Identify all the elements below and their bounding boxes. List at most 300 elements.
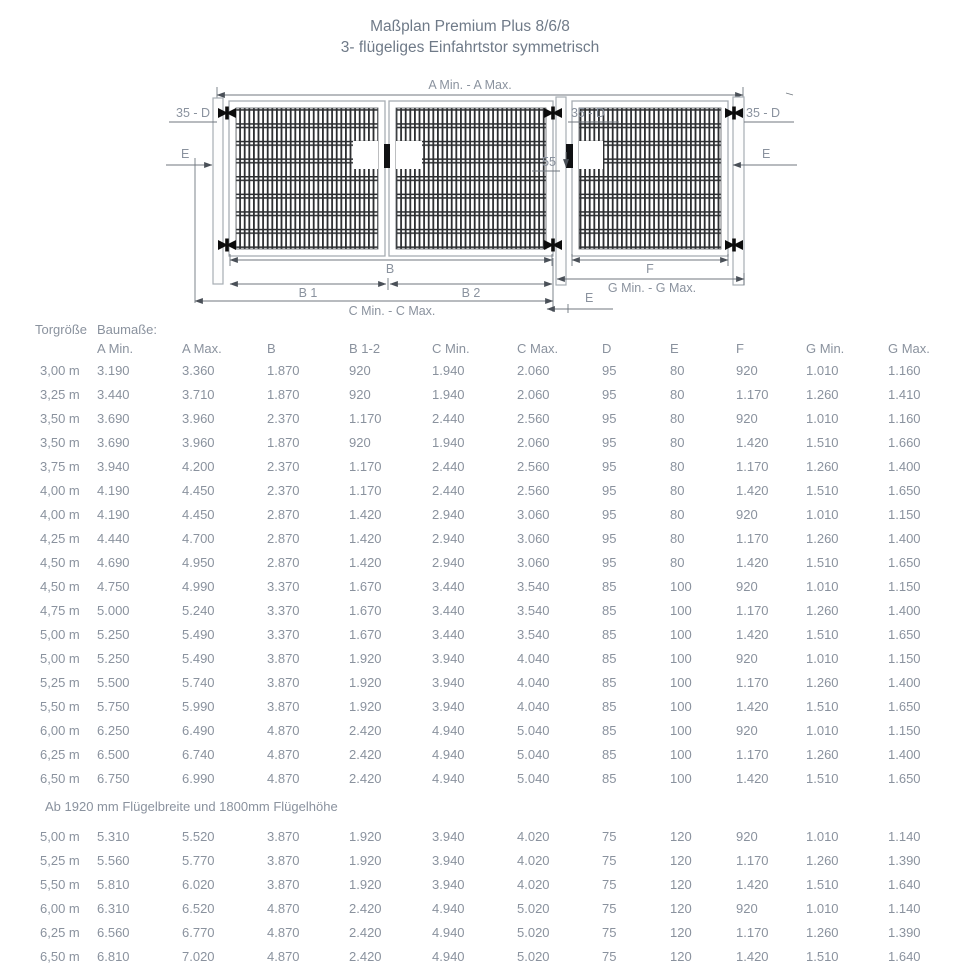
table-row bbox=[0, 767, 960, 791]
column-header-g-max: G Max. bbox=[888, 341, 930, 356]
table-cell: 6,50 m bbox=[40, 771, 80, 786]
table-cell: 1.170 bbox=[736, 853, 769, 868]
table-cell: 5.240 bbox=[182, 603, 215, 618]
table-cell: 3.870 bbox=[267, 699, 300, 714]
table-cell: 100 bbox=[670, 747, 692, 762]
table-cell: 85 bbox=[602, 723, 617, 738]
table-row bbox=[0, 479, 960, 503]
table-cell: 95 bbox=[602, 387, 617, 402]
table-cell: 3.370 bbox=[267, 579, 300, 594]
table-cell: 1.260 bbox=[806, 603, 839, 618]
table-cell: 4.450 bbox=[182, 507, 215, 522]
table-cell: 1.920 bbox=[349, 853, 382, 868]
dimension-table bbox=[0, 319, 960, 969]
table-cell: 3.940 bbox=[432, 853, 465, 868]
table-cell: 3.190 bbox=[97, 363, 130, 378]
table-cell: 80 bbox=[670, 459, 685, 474]
column-header-empty bbox=[40, 340, 97, 359]
table-cell: 1.150 bbox=[888, 651, 921, 666]
table-cell: 1.420 bbox=[349, 555, 382, 570]
table-cell: 920 bbox=[736, 829, 758, 844]
dimension-a bbox=[217, 78, 793, 103]
table-cell: 2.440 bbox=[432, 459, 465, 474]
table-cell: 1.940 bbox=[432, 387, 465, 402]
table-cell: 5,50 m bbox=[40, 877, 80, 892]
dim-label-f: F bbox=[646, 262, 654, 276]
table-header-groups bbox=[0, 319, 960, 340]
table-cell: 3.940 bbox=[97, 459, 130, 474]
table-cell: 2.440 bbox=[432, 411, 465, 426]
table-cell: 1.260 bbox=[806, 387, 839, 402]
table-cell: 1.420 bbox=[736, 699, 769, 714]
table-cell: 4.870 bbox=[267, 901, 300, 916]
table-cell: 100 bbox=[670, 603, 692, 618]
table-cell: 80 bbox=[670, 363, 685, 378]
table-cell: 6.250 bbox=[97, 723, 130, 738]
table-cell: 1.390 bbox=[888, 925, 921, 940]
table-cell: 3.540 bbox=[517, 627, 550, 642]
table-cell: 6,00 m bbox=[40, 723, 80, 738]
table-cell: 5.250 bbox=[97, 651, 130, 666]
dim-label-e-left: E bbox=[181, 147, 190, 161]
table-cell: 6.990 bbox=[182, 771, 215, 786]
table-cell: 4.940 bbox=[432, 747, 465, 762]
table-cell: 2.870 bbox=[267, 531, 300, 546]
table-cell: 2.870 bbox=[267, 507, 300, 522]
table-cell: 6.770 bbox=[182, 925, 215, 940]
table-cell: 920 bbox=[736, 507, 758, 522]
table-cell: 75 bbox=[602, 925, 617, 940]
table-cell: 5.040 bbox=[517, 747, 550, 762]
table-cell: 4.190 bbox=[97, 507, 130, 522]
table-cell: 2.420 bbox=[349, 723, 382, 738]
table-cell: 5.490 bbox=[182, 627, 215, 642]
table-row bbox=[0, 873, 960, 897]
table-row bbox=[0, 359, 960, 383]
table-cell: 4.940 bbox=[432, 771, 465, 786]
table-cell: 1.150 bbox=[888, 579, 921, 594]
table-cell: 95 bbox=[602, 411, 617, 426]
table-cell: 1.420 bbox=[736, 877, 769, 892]
table-cell: 75 bbox=[602, 829, 617, 844]
table-cell: 85 bbox=[602, 579, 617, 594]
table-cell: 80 bbox=[670, 435, 685, 450]
table-cell: 1.160 bbox=[888, 363, 921, 378]
dim-label-35d-mid: 35 - D bbox=[571, 106, 606, 120]
table-row bbox=[0, 551, 960, 575]
table-cell: 1.170 bbox=[736, 675, 769, 690]
table-cell: 1.420 bbox=[736, 435, 769, 450]
table-cell: 4.940 bbox=[432, 901, 465, 916]
table-cell: 3.440 bbox=[432, 603, 465, 618]
dim-label-g: G Min. - G Max. bbox=[607, 281, 697, 295]
table-cell: 3.370 bbox=[267, 627, 300, 642]
table-cell: 5.020 bbox=[517, 925, 550, 940]
column-header-a-max: A Max. bbox=[182, 341, 222, 356]
table-cell: 85 bbox=[602, 675, 617, 690]
table-cell: 1.010 bbox=[806, 411, 839, 426]
table-cell: 3.690 bbox=[97, 435, 130, 450]
table-row bbox=[0, 431, 960, 455]
table-cell: 1.170 bbox=[736, 459, 769, 474]
table-cell: 80 bbox=[670, 531, 685, 546]
table-cell: 3,25 m bbox=[40, 387, 80, 402]
table-cell: 6.740 bbox=[182, 747, 215, 762]
table-cell: 4.040 bbox=[517, 651, 550, 666]
table-cell: 920 bbox=[736, 901, 758, 916]
table-cell: 4.450 bbox=[182, 483, 215, 498]
table-cell: 4,50 m bbox=[40, 579, 80, 594]
table-cell: 5.000 bbox=[97, 603, 130, 618]
table-cell: 4.950 bbox=[182, 555, 215, 570]
dim-label-e-right: E bbox=[762, 147, 771, 161]
table-cell: 4.750 bbox=[97, 579, 130, 594]
table-cell: 80 bbox=[670, 507, 685, 522]
table-cell: 3.960 bbox=[182, 435, 215, 450]
dimension-e-left bbox=[166, 147, 212, 303]
table-cell: 6,25 m bbox=[40, 925, 80, 940]
section-heading: Ab 1920 mm Flügelbreite und 1800mm Flügelhöhe bbox=[45, 799, 338, 814]
table-cell: 5.020 bbox=[517, 949, 550, 964]
table-cell: 1.010 bbox=[806, 901, 839, 916]
gate-diagram bbox=[0, 0, 960, 318]
table-cell: 1.010 bbox=[806, 579, 839, 594]
dimension-c bbox=[195, 258, 553, 318]
table-cell: 80 bbox=[670, 483, 685, 498]
table-cell: 85 bbox=[602, 651, 617, 666]
table-cell: 3.870 bbox=[267, 651, 300, 666]
table-cell: 120 bbox=[670, 901, 692, 916]
column-header-b1-2: B 1-2 bbox=[349, 341, 381, 356]
table-cell: 1.920 bbox=[349, 699, 382, 714]
table-cell: 1.400 bbox=[888, 603, 921, 618]
table-cell: 1.640 bbox=[888, 949, 921, 964]
table-cell: 4.870 bbox=[267, 925, 300, 940]
table-cell: 1.640 bbox=[888, 877, 921, 892]
table-cell: 2.060 bbox=[517, 435, 550, 450]
table-cell: 3.710 bbox=[182, 387, 215, 402]
table-cell: 1.420 bbox=[736, 771, 769, 786]
table-cell: 4.020 bbox=[517, 829, 550, 844]
table-row bbox=[0, 921, 960, 945]
table-cell: 1.650 bbox=[888, 699, 921, 714]
table-cell: 100 bbox=[670, 723, 692, 738]
table-cell: 4,50 m bbox=[40, 555, 80, 570]
table-cell: 2.420 bbox=[349, 901, 382, 916]
column-header-c-max: C Max. bbox=[517, 341, 559, 356]
table-cell: 920 bbox=[736, 723, 758, 738]
table-cell: 100 bbox=[670, 675, 692, 690]
dim-label-b: B bbox=[385, 262, 395, 276]
table-cell: 3.940 bbox=[432, 651, 465, 666]
table-cell: 95 bbox=[602, 507, 617, 522]
table-cell: 5.490 bbox=[182, 651, 215, 666]
table-cell: 120 bbox=[670, 877, 692, 892]
table-cell: 6,25 m bbox=[40, 747, 80, 762]
table-cell: 1.650 bbox=[888, 627, 921, 642]
table-cell: 80 bbox=[670, 555, 685, 570]
table-cell: 1.650 bbox=[888, 483, 921, 498]
table-cell: 1.170 bbox=[349, 459, 382, 474]
table-row bbox=[0, 897, 960, 921]
table-row bbox=[0, 647, 960, 671]
table-cell: 2.940 bbox=[432, 531, 465, 546]
table-cell: 1.510 bbox=[806, 699, 839, 714]
table-cell: 3.440 bbox=[432, 579, 465, 594]
table-cell: 75 bbox=[602, 853, 617, 868]
table-cell: 5,25 m bbox=[40, 853, 80, 868]
table-cell: 85 bbox=[602, 699, 617, 714]
table-cell: 6,00 m bbox=[40, 901, 80, 916]
table-cell: 1.400 bbox=[888, 531, 921, 546]
table-cell: 5.040 bbox=[517, 723, 550, 738]
table-cell: 1.170 bbox=[736, 603, 769, 618]
table-cell: 100 bbox=[670, 579, 692, 594]
center-lock-bar bbox=[384, 144, 390, 168]
table-cell: 3.940 bbox=[432, 675, 465, 690]
table-cell: 85 bbox=[602, 627, 617, 642]
table-cell: 5,25 m bbox=[40, 675, 80, 690]
table-cell: 6.490 bbox=[182, 723, 215, 738]
table-cell: 4.870 bbox=[267, 747, 300, 762]
right-post bbox=[733, 97, 744, 285]
table-row bbox=[0, 407, 960, 431]
table-body bbox=[0, 359, 960, 969]
table-cell: 1.400 bbox=[888, 675, 921, 690]
table-row bbox=[0, 623, 960, 647]
table-header-row bbox=[0, 340, 960, 359]
table-cell: 1.400 bbox=[888, 747, 921, 762]
table-cell: 3.370 bbox=[267, 603, 300, 618]
table-cell: 920 bbox=[736, 363, 758, 378]
table-cell: 5.770 bbox=[182, 853, 215, 868]
dimension-f bbox=[572, 254, 728, 276]
table-cell: 6,50 m bbox=[40, 949, 80, 964]
column-header-a-min: A Min. bbox=[97, 341, 134, 356]
table-cell: 5.040 bbox=[517, 771, 550, 786]
table-cell: 920 bbox=[349, 435, 371, 450]
table-cell: 4.990 bbox=[182, 579, 215, 594]
table-cell: 6.520 bbox=[182, 901, 215, 916]
table-cell: 3.690 bbox=[97, 411, 130, 426]
table-cell: 5.020 bbox=[517, 901, 550, 916]
table-cell: 1.410 bbox=[888, 387, 921, 402]
side-wing-lock-bar bbox=[566, 144, 573, 168]
table-cell: 2.420 bbox=[349, 747, 382, 762]
table-cell: 2.560 bbox=[517, 411, 550, 426]
dim-label-c: C Min. - C Max. bbox=[348, 304, 436, 318]
table-cell: 2.560 bbox=[517, 459, 550, 474]
table-cell: 1.510 bbox=[806, 483, 839, 498]
table-cell: 6.750 bbox=[97, 771, 130, 786]
table-cell: 1.650 bbox=[888, 771, 921, 786]
table-cell: 3,00 m bbox=[40, 363, 80, 378]
table-cell: 3.940 bbox=[432, 877, 465, 892]
table-cell: 80 bbox=[670, 387, 685, 402]
table-cell: 920 bbox=[736, 411, 758, 426]
table-cell: 1.420 bbox=[349, 531, 382, 546]
table-cell: 1.670 bbox=[349, 579, 382, 594]
table-cell: 1.170 bbox=[349, 483, 382, 498]
table-cell: 1.510 bbox=[806, 435, 839, 450]
table-cell: 95 bbox=[602, 555, 617, 570]
table-cell: 1.920 bbox=[349, 651, 382, 666]
dim-label-35d-left: 35 - D bbox=[176, 106, 211, 120]
table-cell: 5.500 bbox=[97, 675, 130, 690]
table-cell: 3.440 bbox=[432, 627, 465, 642]
table-cell: 1.150 bbox=[888, 507, 921, 522]
table-cell: 1.260 bbox=[806, 531, 839, 546]
column-header-g-min: G Min. bbox=[806, 341, 845, 356]
table-cell: 4.940 bbox=[432, 723, 465, 738]
table-cell: 1.870 bbox=[267, 387, 300, 402]
table-row bbox=[0, 719, 960, 743]
column-header-e: E bbox=[670, 341, 679, 356]
table-cell: 1.260 bbox=[806, 675, 839, 690]
table-cell: 3,75 m bbox=[40, 459, 80, 474]
table-cell: 120 bbox=[670, 925, 692, 940]
table-cell: 1.940 bbox=[432, 435, 465, 450]
dim-label-35d-right: 35 - D bbox=[746, 106, 781, 120]
table-row bbox=[0, 455, 960, 479]
table-cell: 1.140 bbox=[888, 829, 921, 844]
table-cell: 3.870 bbox=[267, 853, 300, 868]
table-row bbox=[0, 599, 960, 623]
table-row bbox=[0, 383, 960, 407]
table-cell: 4,25 m bbox=[40, 531, 80, 546]
table-cell: 1.940 bbox=[432, 363, 465, 378]
table-cell: 1.260 bbox=[806, 459, 839, 474]
table-cell: 120 bbox=[670, 949, 692, 964]
table-cell: 3.870 bbox=[267, 829, 300, 844]
table-cell: 2.420 bbox=[349, 949, 382, 964]
table-cell: 3.940 bbox=[432, 829, 465, 844]
table-row bbox=[0, 945, 960, 969]
table-cell: 7.020 bbox=[182, 949, 215, 964]
table-cell: 1.140 bbox=[888, 901, 921, 916]
table-cell: 4.190 bbox=[97, 483, 130, 498]
table-cell: 85 bbox=[602, 771, 617, 786]
table-row bbox=[0, 825, 960, 849]
table-cell: 920 bbox=[736, 651, 758, 666]
table-cell: 1.670 bbox=[349, 627, 382, 642]
table-cell: 4.020 bbox=[517, 853, 550, 868]
table-cell: 80 bbox=[670, 411, 685, 426]
table-cell: 3,50 m bbox=[40, 435, 80, 450]
table-cell: 5.990 bbox=[182, 699, 215, 714]
table-cell: 1.510 bbox=[806, 555, 839, 570]
dimension-b bbox=[230, 254, 552, 276]
table-cell: 6.020 bbox=[182, 877, 215, 892]
table-cell: 1.420 bbox=[349, 507, 382, 522]
dimension-b1-b2 bbox=[230, 278, 552, 300]
table-cell: 100 bbox=[670, 699, 692, 714]
table-cell: 2.060 bbox=[517, 363, 550, 378]
table-row bbox=[0, 743, 960, 767]
table-cell: 100 bbox=[670, 771, 692, 786]
dimension-e-bottom bbox=[547, 291, 613, 313]
table-cell: 2.060 bbox=[517, 387, 550, 402]
table-cell: 5,00 m bbox=[40, 651, 80, 666]
table-cell: 3.870 bbox=[267, 877, 300, 892]
left-post bbox=[213, 98, 223, 284]
table-cell: 920 bbox=[349, 387, 371, 402]
table-cell: 75 bbox=[602, 901, 617, 916]
table-cell: 6.310 bbox=[97, 901, 130, 916]
dimension-35d-right bbox=[744, 106, 794, 122]
table-cell: 1.260 bbox=[806, 853, 839, 868]
table-cell: 1.510 bbox=[806, 877, 839, 892]
table-cell: 1.010 bbox=[806, 829, 839, 844]
table-cell: 4.040 bbox=[517, 675, 550, 690]
dim-label-55: 55 bbox=[542, 155, 556, 169]
column-header-b: B bbox=[267, 341, 276, 356]
side-wing-leaf bbox=[572, 101, 728, 256]
table-cell: 3.360 bbox=[182, 363, 215, 378]
table-cell: 4,00 m bbox=[40, 483, 80, 498]
table-cell: 1.920 bbox=[349, 675, 382, 690]
gate-leaf-2 bbox=[389, 101, 553, 256]
table-cell: 920 bbox=[736, 579, 758, 594]
table-row bbox=[0, 527, 960, 551]
table-cell: 4.690 bbox=[97, 555, 130, 570]
table-cell: 5.250 bbox=[97, 627, 130, 642]
table-cell: 1.010 bbox=[806, 651, 839, 666]
dim-label-b1: B 1 bbox=[298, 286, 318, 300]
table-cell: 1.150 bbox=[888, 723, 921, 738]
table-cell: 5.810 bbox=[97, 877, 130, 892]
table-cell: 4,00 m bbox=[40, 507, 80, 522]
table-cell: 3.870 bbox=[267, 675, 300, 690]
table-row bbox=[0, 671, 960, 695]
table-cell: 120 bbox=[670, 853, 692, 868]
table-cell: 75 bbox=[602, 877, 617, 892]
table-cell: 5.750 bbox=[97, 699, 130, 714]
table-cell: 1.170 bbox=[349, 411, 382, 426]
table-cell: 75 bbox=[602, 949, 617, 964]
table-cell: 3.060 bbox=[517, 555, 550, 570]
table-cell: 1.920 bbox=[349, 877, 382, 892]
table-cell: 2.940 bbox=[432, 507, 465, 522]
table-cell: 2.370 bbox=[267, 411, 300, 426]
table-cell: 1.870 bbox=[267, 363, 300, 378]
table-cell: 2.440 bbox=[432, 483, 465, 498]
table-cell: 1.160 bbox=[888, 411, 921, 426]
table-cell: 1.260 bbox=[806, 925, 839, 940]
table-cell: 1.170 bbox=[736, 747, 769, 762]
table-cell: 1.010 bbox=[806, 507, 839, 522]
table-cell: 3,50 m bbox=[40, 411, 80, 426]
table-cell: 1.010 bbox=[806, 723, 839, 738]
table-cell: 1.670 bbox=[349, 603, 382, 618]
table-cell: 3.060 bbox=[517, 507, 550, 522]
table-cell: 95 bbox=[602, 363, 617, 378]
table-cell: 2.560 bbox=[517, 483, 550, 498]
table-row bbox=[0, 503, 960, 527]
table-cell: 1.510 bbox=[806, 771, 839, 786]
table-row bbox=[0, 695, 960, 719]
table-cell: 1.400 bbox=[888, 459, 921, 474]
table-cell: 2.940 bbox=[432, 555, 465, 570]
table-cell: 1.010 bbox=[806, 363, 839, 378]
table-cell: 95 bbox=[602, 531, 617, 546]
table-cell: 1.870 bbox=[267, 435, 300, 450]
table-cell: 1.920 bbox=[349, 829, 382, 844]
table-cell: 1.390 bbox=[888, 853, 921, 868]
table-cell: 5,00 m bbox=[40, 829, 80, 844]
table-cell: 1.510 bbox=[806, 949, 839, 964]
table-cell: 95 bbox=[602, 459, 617, 474]
